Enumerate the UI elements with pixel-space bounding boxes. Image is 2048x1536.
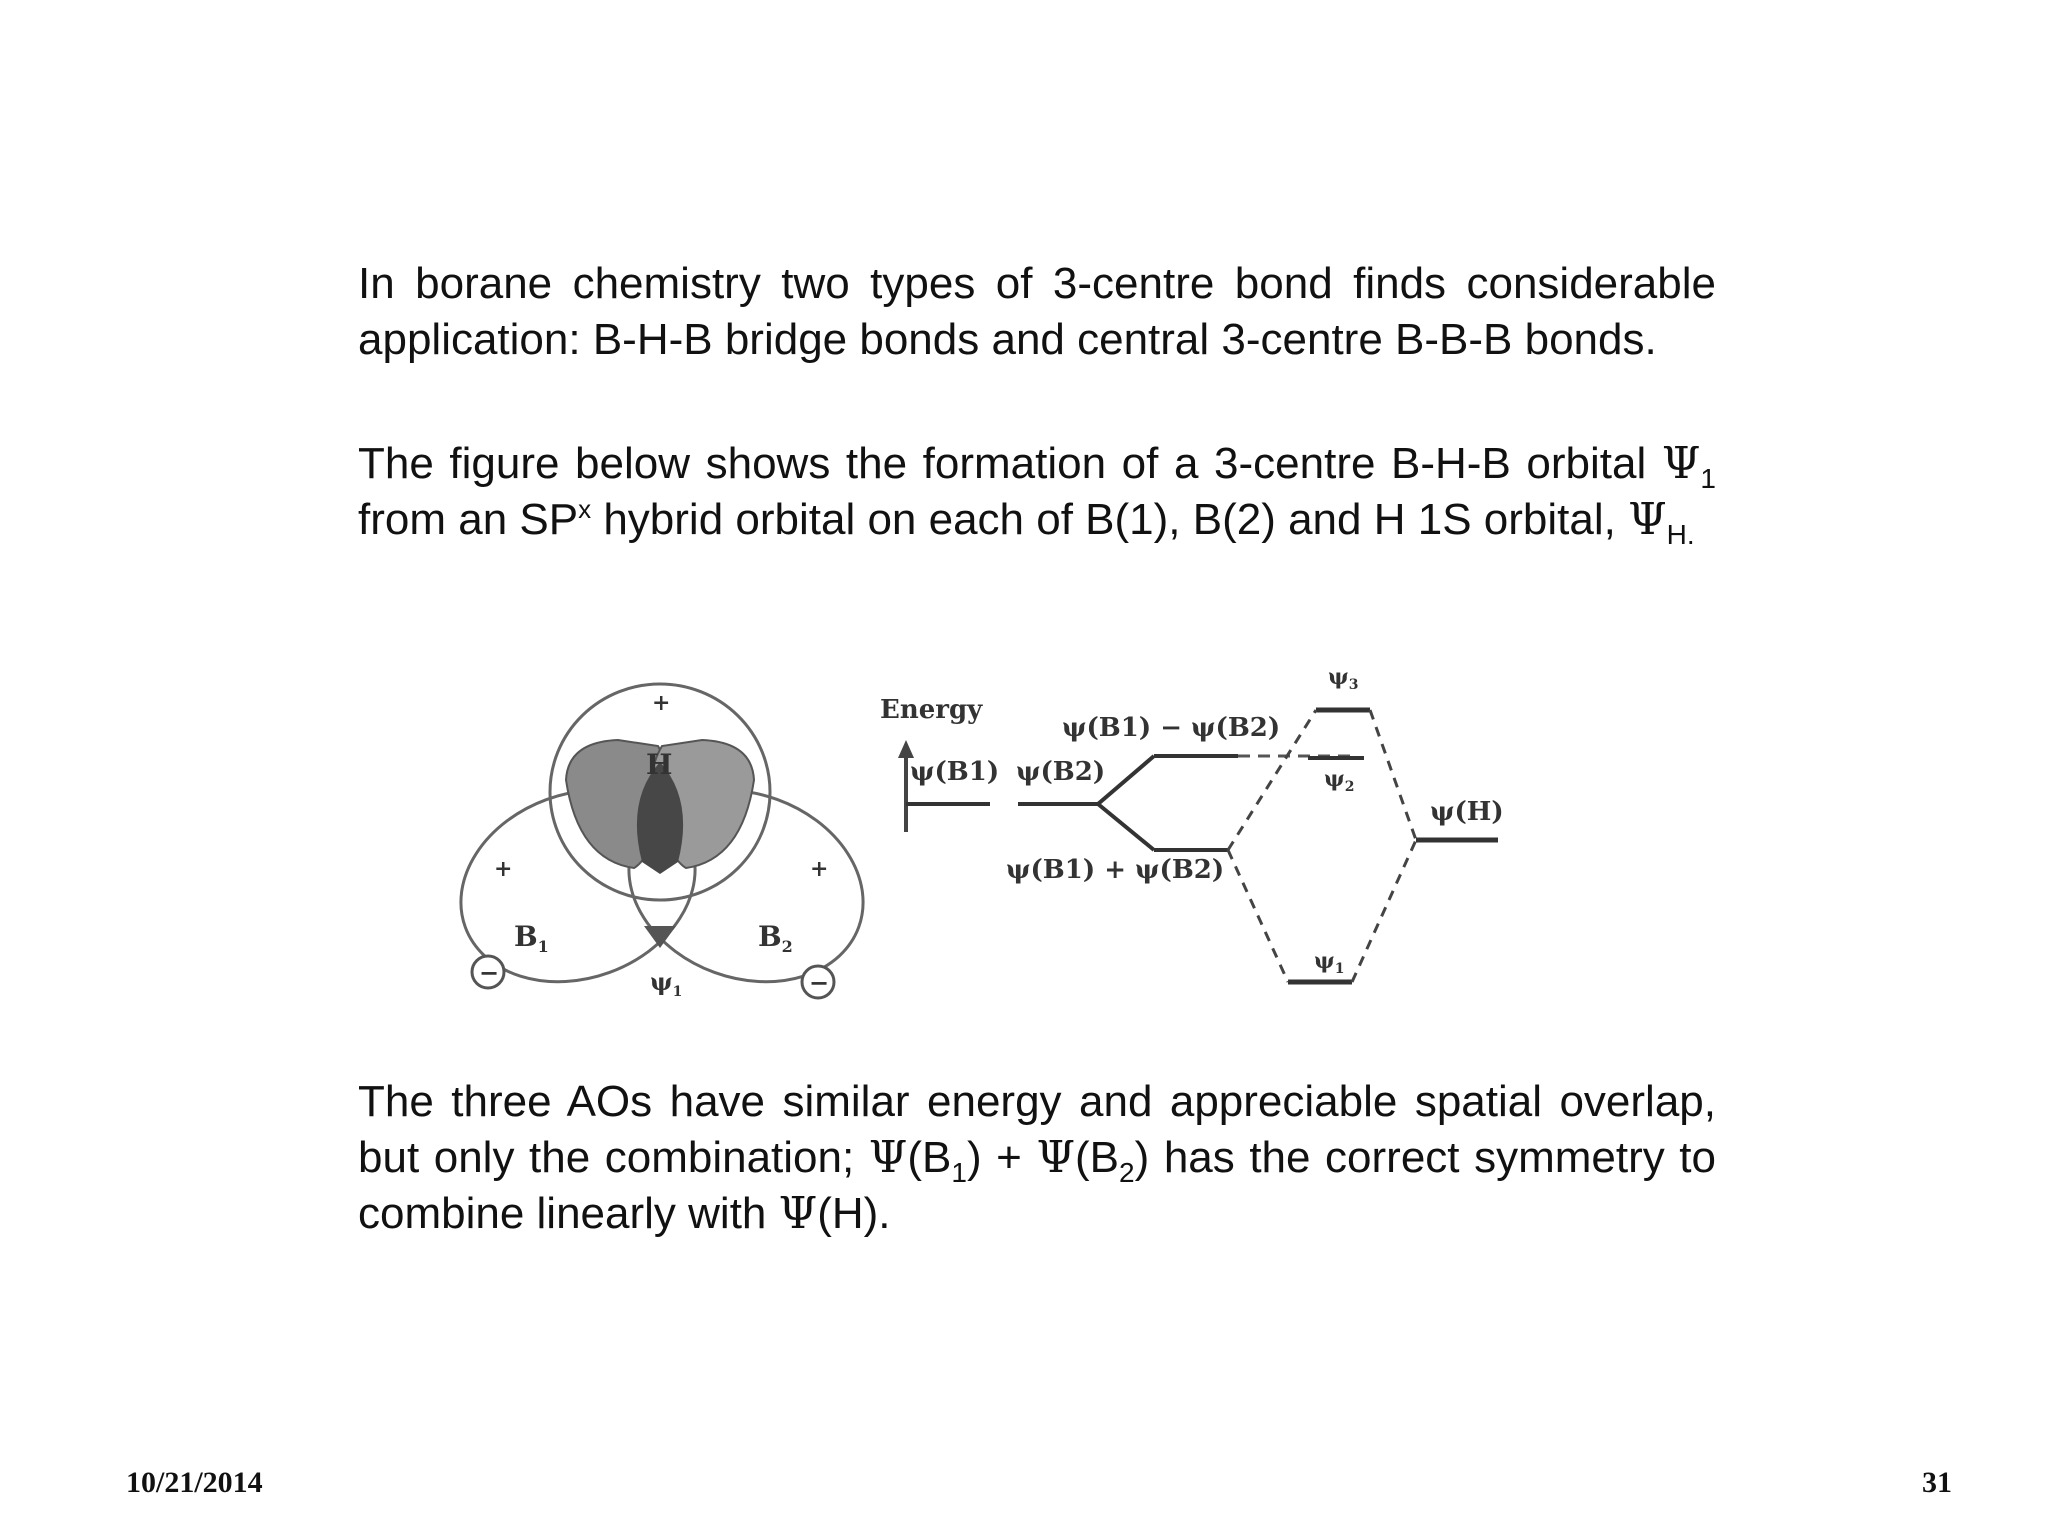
psi-symbol: Ψ [1661, 438, 1701, 489]
plus-sign-left: + [494, 856, 513, 882]
psi3-label: $\psi_3$ [1328, 664, 1359, 693]
b1-atom-label: $B_1$ [514, 920, 549, 956]
b1-open: (B [907, 1133, 952, 1182]
plus-sign-top: + [652, 690, 671, 716]
description-text-1: The figure below shows the formation of a 3-centre B-H-B orbital [358, 439, 1662, 488]
psi2-label: $\psi_2$ [1324, 766, 1355, 795]
bonding-figure [458, 650, 1518, 1020]
figure-description-paragraph [358, 436, 1716, 548]
intro-text: In borane chemistry two types of 3-centre bond finds considerable application: B-H-B bridge bonds and central 3-centre B-B-B bonds. [358, 259, 1716, 364]
psi-subscript: 1 [1700, 463, 1716, 494]
psi-symbol-c: Ψ [778, 1188, 818, 1239]
psi1-orbital-label: $\psi_1$ [650, 967, 683, 1000]
footer-date: 10/21/2014 [126, 1466, 263, 1499]
page-number: 31 [1922, 1466, 1952, 1499]
symmetric-combination-label: ψ(B1) + ψ(B2) [1006, 855, 1225, 885]
energy-axis-label: Energy [880, 695, 983, 725]
symmetry-paragraph [358, 1074, 1716, 1242]
b2-energy-level-label: ψ(B2) [1016, 757, 1106, 787]
symmetry-text-3: (H). [817, 1189, 891, 1238]
description-text-2: from an SP [358, 495, 579, 544]
symmetry-text-1: The three AOs have similar energy and appreciable spatial overlap, but only the combination; [358, 1077, 1716, 1182]
intro-paragraph [358, 256, 1716, 368]
plus-sign-right: + [810, 856, 829, 882]
energy-level-diagram [880, 664, 1504, 982]
psi-h-symbol: Ψ [1628, 494, 1667, 545]
b2-subscript: 2 [1119, 1157, 1135, 1188]
b1-subscript: 1 [951, 1157, 967, 1188]
plus-text: ) + [966, 1133, 1037, 1182]
symmetry-text-2: ) has the correct symmetry to combine linearly with [358, 1133, 1717, 1238]
h-atom-label: H [646, 748, 673, 781]
hybrid-superscript: x [578, 494, 592, 524]
description-text-3: hybrid orbital on each of B(1), B(2) and H 1S orbital, [591, 495, 1629, 544]
orbital-overlap-diagram [458, 684, 890, 1013]
b1-energy-level-label: ψ(B1) [910, 757, 1000, 787]
antisymmetric-combination-label: ψ(B1) − ψ(B2) [1062, 713, 1281, 743]
minus-sign-left: − [479, 958, 500, 987]
psi1-label: $\psi_1$ [1314, 948, 1345, 977]
psi-symbol-b: Ψ [1036, 1132, 1076, 1183]
psi-symbol-a: Ψ [868, 1132, 908, 1183]
h-energy-level-label: ψ(H) [1430, 797, 1504, 827]
b2-open: (B [1075, 1133, 1120, 1182]
psi-h-subscript: H. [1666, 519, 1695, 550]
minus-sign-right: − [809, 968, 830, 997]
b2-atom-label: $B_2$ [758, 920, 793, 956]
